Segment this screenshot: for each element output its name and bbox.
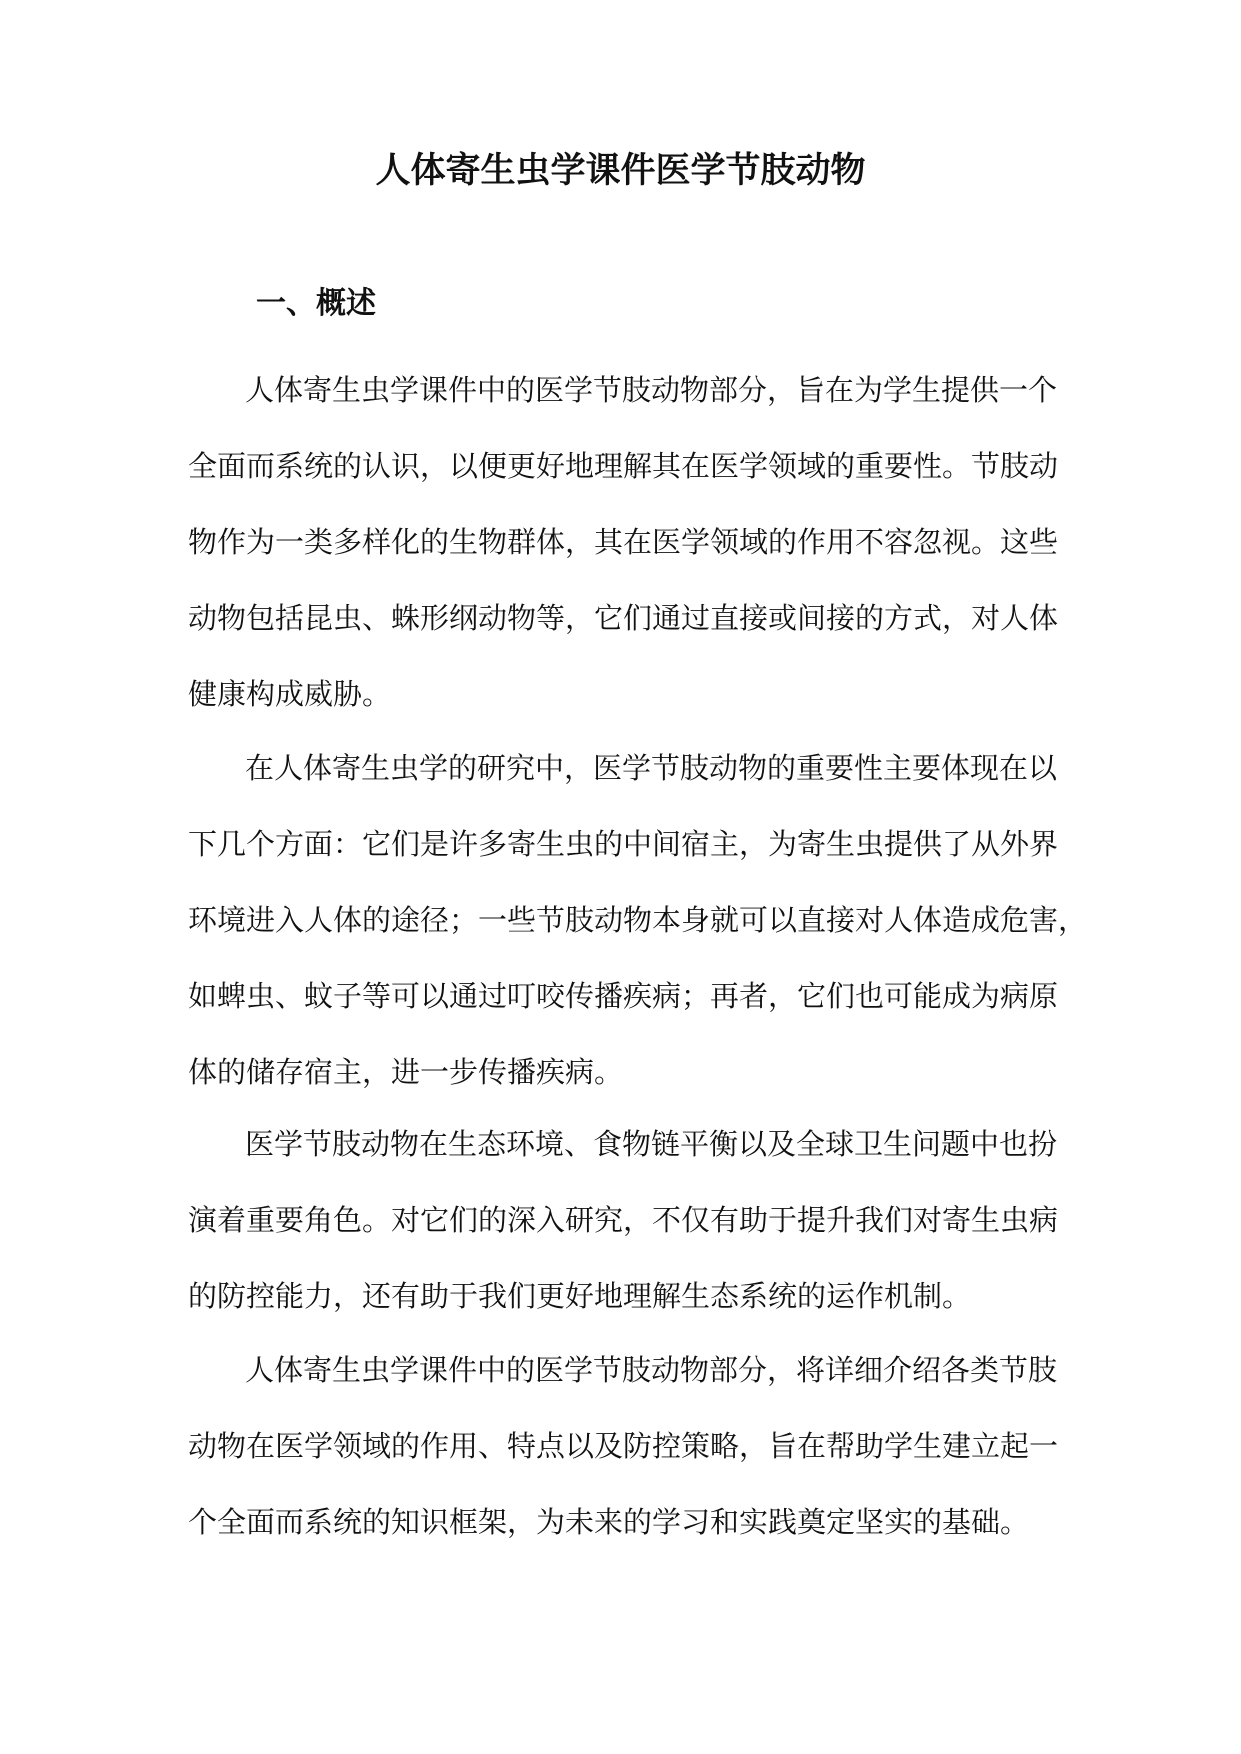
paragraph-line: 个全面而系统的知识框架，为未来的学习和实践奠定坚实的基础。 [188, 1505, 1030, 1539]
paragraph-overview-1 [188, 370, 1059, 750]
paragraph-line: 物作为一类多样化的生物群体，其在医学领域的作用不容忽视。这些 [188, 525, 1059, 559]
paragraph-overview-4 [188, 1350, 1059, 1578]
paragraph-line: 演着重要角色。对它们的深入研究，不仅有助于提升我们对寄生虫病 [188, 1203, 1059, 1237]
paragraph-line: 人体寄生虫学课件中的医学节肢动物部分，将详细介绍各类节肢 [245, 1353, 1058, 1387]
paragraph-line: 在人体寄生虫学的研究中，医学节肢动物的重要性主要体现在以 [245, 751, 1058, 785]
paragraph-overview-3 [188, 1124, 1059, 1352]
paragraph-line: 下几个方面：它们是许多寄生虫的中间宿主，为寄生虫提供了从外界 [188, 827, 1059, 861]
paragraph-overview-2 [188, 748, 1088, 1128]
paragraph-line: 环境进入人体的途径；一些节肢动物本身就可以直接对人体造成危害， [188, 903, 1088, 937]
paragraph-line: 人体寄生虫学课件中的医学节肢动物部分，旨在为学生提供一个 [245, 373, 1058, 407]
document-title: 人体寄生虫学课件医学节肢动物 [375, 151, 866, 191]
paragraph-line: 健康构成威胁。 [188, 677, 392, 711]
paragraph-line: 如蜱虫、蚊子等可以通过叮咬传播疾病；再者，它们也可能成为病原 [188, 979, 1059, 1013]
paragraph-line: 医学节肢动物在生态环境、食物链平衡以及全球卫生问题中也扮 [245, 1127, 1058, 1161]
paragraph-line: 动物在医学领域的作用、特点以及防控策略，旨在帮助学生建立起一 [188, 1429, 1059, 1463]
section-heading: 一、概述 [256, 286, 376, 321]
paragraph-line: 体的储存宿主，进一步传播疾病。 [188, 1055, 624, 1089]
paragraph-line: 全面而系统的认识，以便更好地理解其在医学领域的重要性。节肢动 [188, 449, 1059, 483]
paragraph-line: 的防控能力，还有助于我们更好地理解生态系统的运作机制。 [188, 1279, 972, 1313]
paragraph-line: 动物包括昆虫、蛛形纲动物等，它们通过直接或间接的方式，对人体 [188, 601, 1059, 635]
